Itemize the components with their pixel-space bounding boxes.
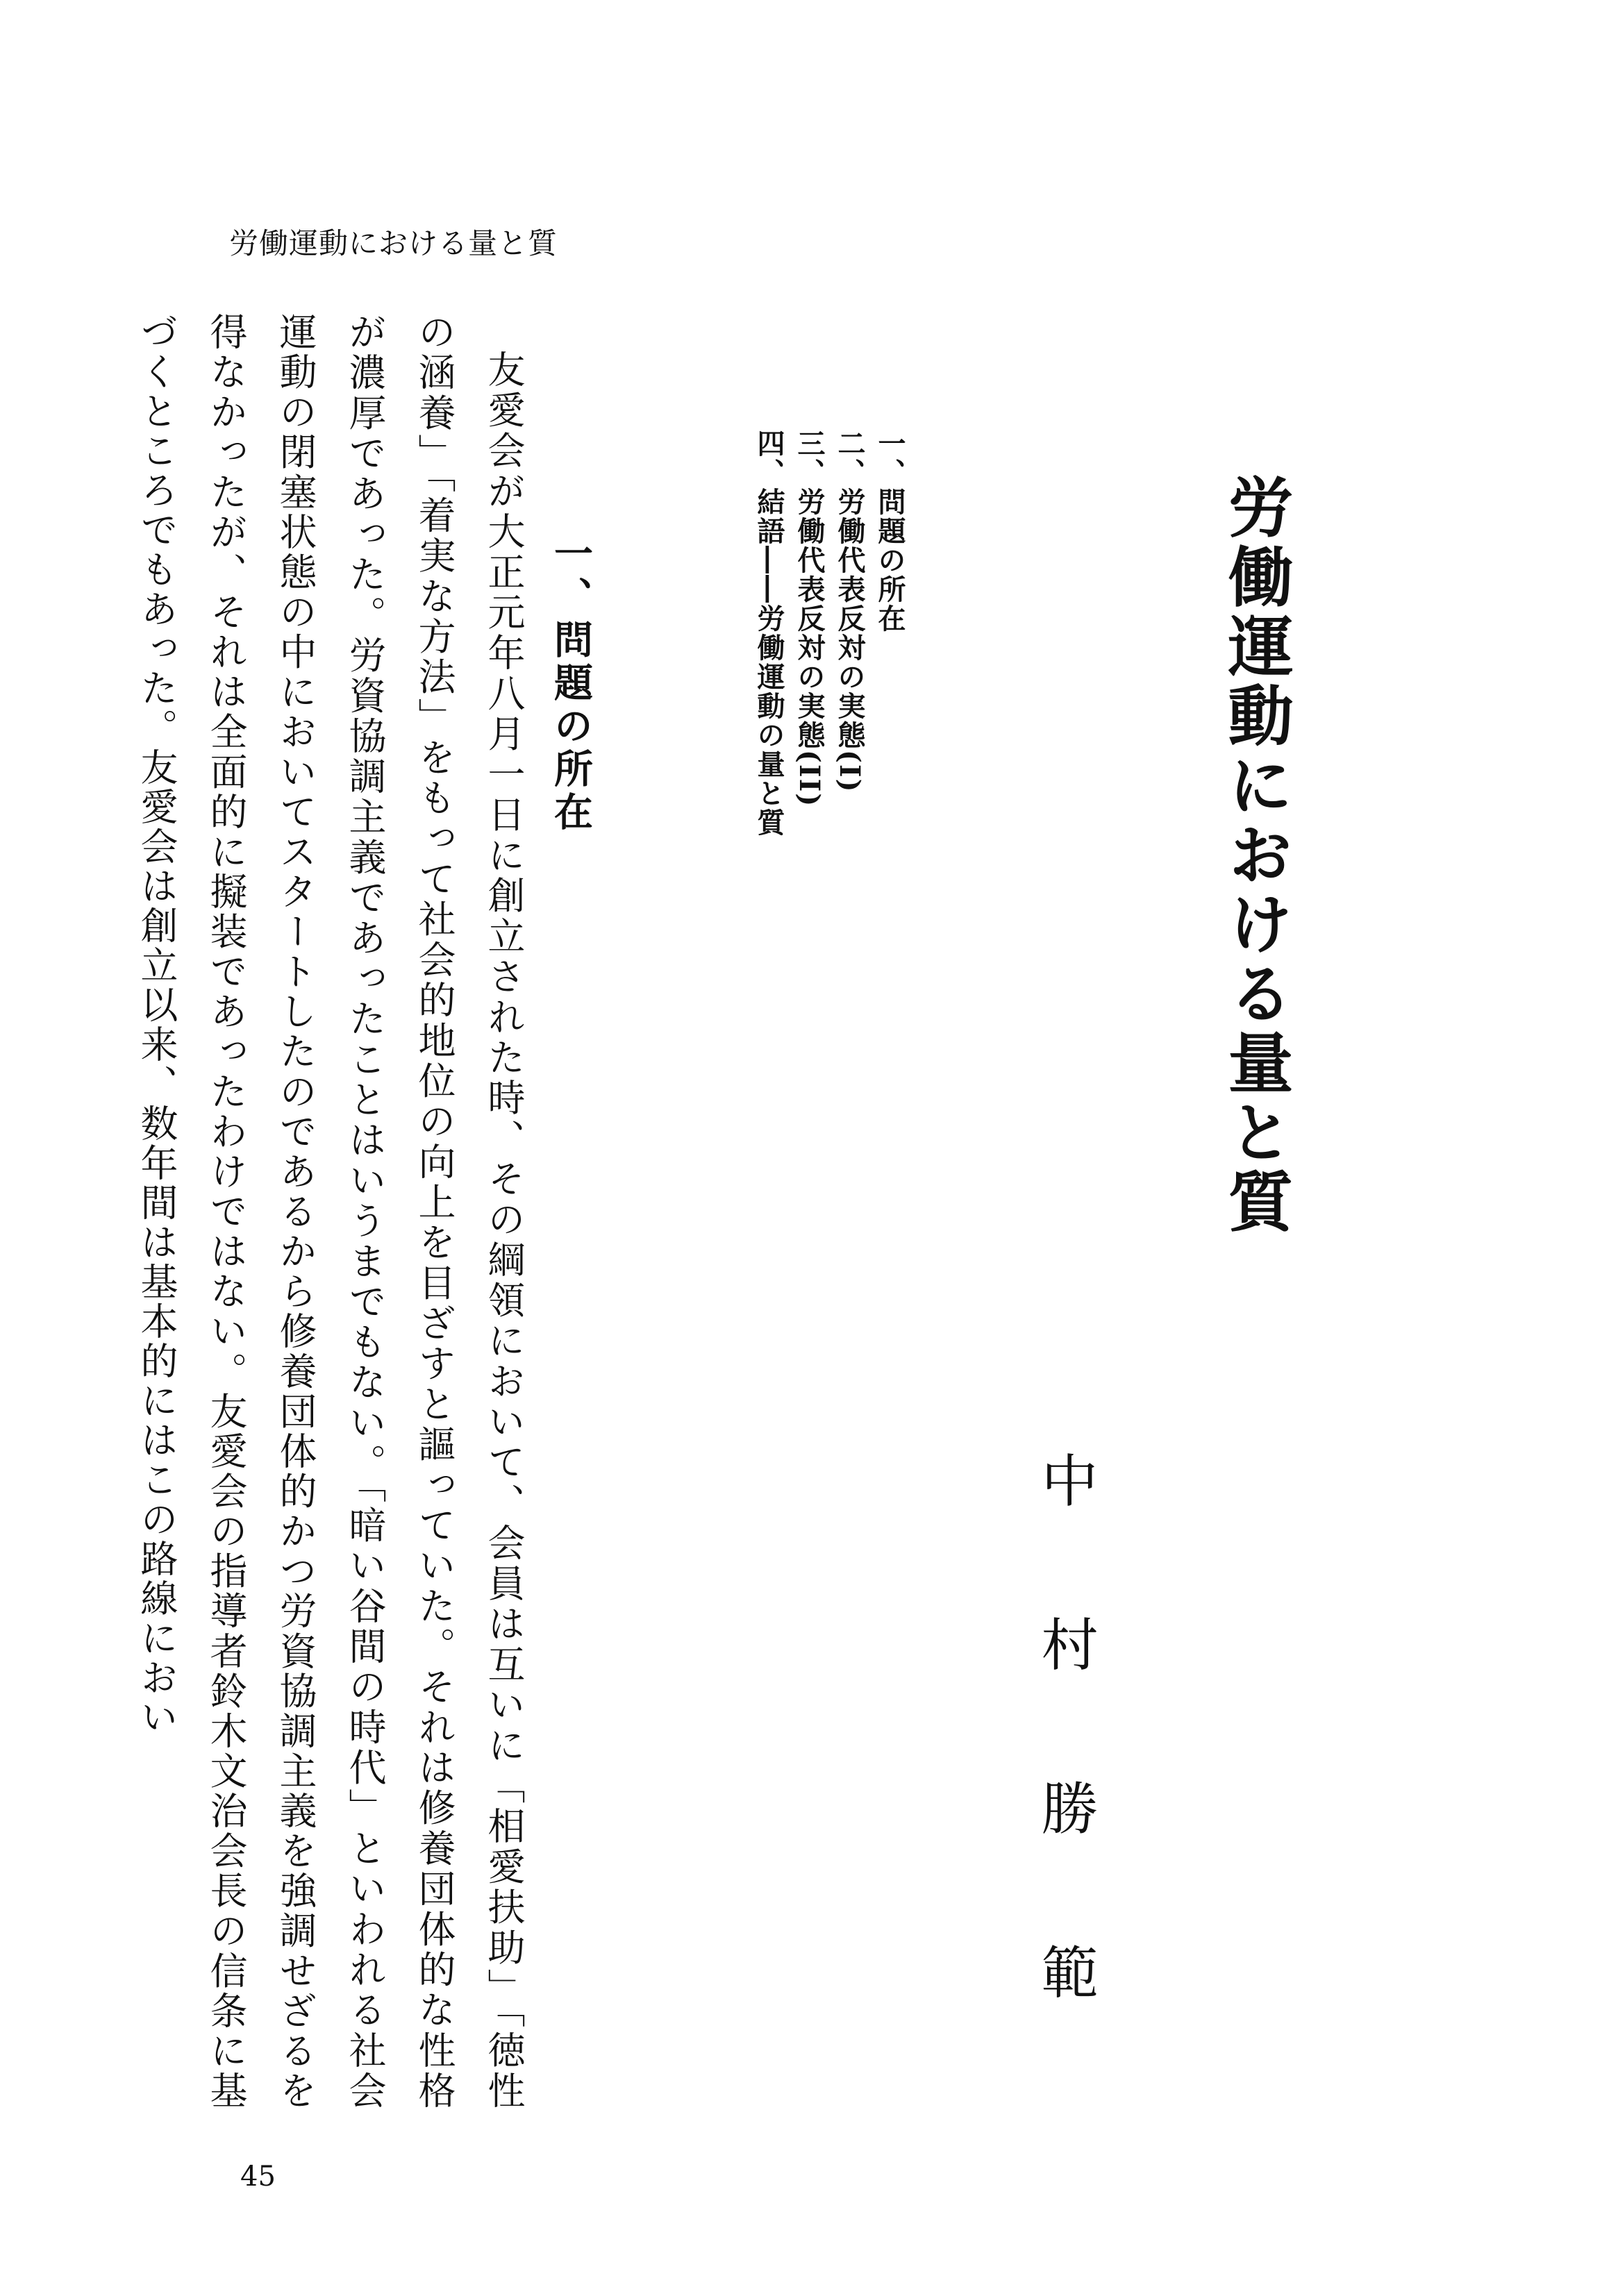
toc-item: 一、問題の所在 bbox=[874, 429, 906, 633]
toc-item: 三、労働代表反対の実態(II) bbox=[793, 429, 826, 808]
running-header: 労働運動における量と質 bbox=[229, 226, 558, 260]
article-title: 労働運動における量と質 bbox=[1217, 474, 1293, 1237]
section-heading: 一、問題の所在 bbox=[548, 533, 594, 835]
toc-item: 二、労働代表反対の実態(I) bbox=[833, 429, 866, 794]
body-paragraph: 友愛会が大正元年八月一日に創立された時、その綱領において、会員は互いに「相愛扶助」「徳性の涵養」「着実な方法」をもって社会的地位の向上を目ざすと謳っていた。それは修養団体的な性格が濃厚であった。労資協調主義であったことはいうまでもない。「暗い谷間の時代」といわれる社会運動の閉塞状態の中においてスタートしたのであるから修養団体的かつ労資協調主義を強調せざるを得なかったが、それは全面的に擬装であったわけではない。友愛会の指導者鈴木文治会長の信条に基づくところでもあった。友愛会は創立以来、数年間は基本的にはこの路線におい bbox=[135, 312, 526, 2111]
table-of-contents bbox=[701, 429, 910, 915]
author-name: 中村勝範 bbox=[1032, 1451, 1098, 2106]
page-number: 45 bbox=[240, 2161, 276, 2193]
toc-item: 四、結語――労働運動の量と質 bbox=[753, 429, 785, 837]
